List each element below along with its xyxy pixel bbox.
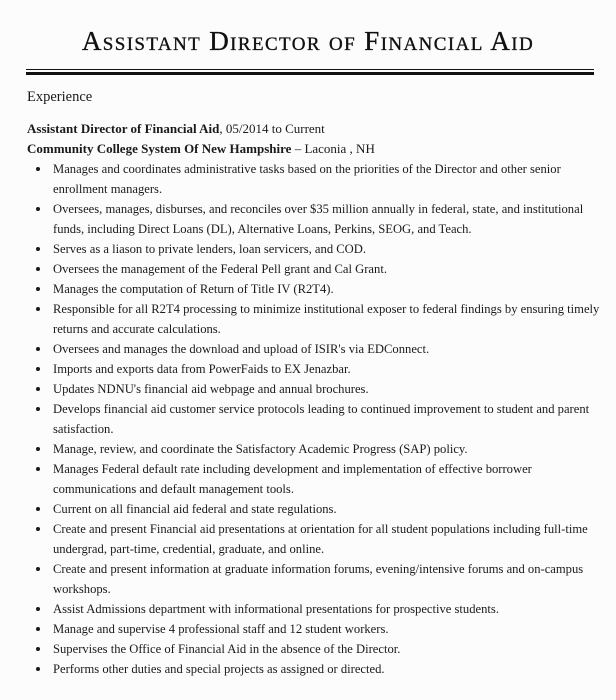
bullet-icon <box>36 167 40 171</box>
bullet-icon <box>36 387 40 391</box>
list-item <box>36 439 608 459</box>
document-title: Assistant Director of Financial Aid <box>81 26 535 56</box>
list-item-text: Oversees, manages, disburses, and reconciles over $35 million annually in federal, state, and institutional funds, including Direct Loans (DL), Alternative Loans, Perkins, SEOG, and Teach. <box>53 202 584 236</box>
list-item <box>36 399 608 439</box>
bullet-icon <box>36 647 40 651</box>
list-item <box>36 259 608 279</box>
company-line <box>27 140 375 157</box>
list-item-text: Manages Federal default rate including development and implementation of effective borrower communications and default management tools. <box>53 462 532 496</box>
title-divider-thin <box>26 69 594 70</box>
bullet-icon <box>36 527 40 531</box>
list-item <box>36 499 608 519</box>
bullet-icon <box>36 607 40 611</box>
company-name: Community College System Of New Hampshire <box>27 141 292 156</box>
list-item-text: Imports and exports data from PowerFaids to EX Jenazbar. <box>53 362 351 376</box>
list-item-text: Current on all financial aid federal and state regulations. <box>53 502 337 516</box>
list-item-text: Manages and coordinates administrative tasks based on the priorities of the Director and other senior enrollment managers. <box>53 162 561 196</box>
list-item-text: Responsible for all R2T4 processing to minimize institutional exposer to federal findings by ensuring timely returns and accurate calculations. <box>53 302 600 336</box>
list-item-text: Manage and supervise 4 professional staff and 12 student workers. <box>53 622 389 636</box>
bullet-icon <box>36 667 40 671</box>
list-item <box>36 359 608 379</box>
title-divider-thick <box>26 72 594 75</box>
list-item <box>36 339 608 359</box>
bullet-icon <box>36 367 40 371</box>
list-item <box>36 459 608 499</box>
list-item-text: Serves as a liason to private lenders, loan servicers, and COD. <box>53 242 367 256</box>
bullet-icon <box>36 507 40 511</box>
list-item <box>36 599 608 619</box>
list-item <box>36 559 608 599</box>
bullet-icon <box>36 267 40 271</box>
bullet-icon <box>36 407 40 411</box>
list-item-text: Develops financial aid customer service protocols leading to continued improvement to student and parent satisfaction. <box>53 402 590 436</box>
company-location: – Laconia , NH <box>291 141 375 156</box>
list-item-text: Performs other duties and special projects as assigned or directed. <box>53 662 385 676</box>
list-item-text: Manage, review, and coordinate the Satisfactory Academic Progress (SAP) policy. <box>53 442 468 456</box>
job-position: Assistant Director of Financial Aid <box>27 121 220 136</box>
list-item-text: Create and present Financial aid presentations at orientation for all student populations including full-time undergrad, part-time, credential, graduate, and online. <box>53 522 588 556</box>
list-item <box>36 199 608 239</box>
bullet-icon <box>36 247 40 251</box>
list-item-text: Oversees the management of the Federal Pell grant and Cal Grant. <box>53 262 387 276</box>
job-title-line <box>27 120 325 137</box>
list-item-text: Assist Admissions department with informational presentations for prospective students. <box>53 602 499 616</box>
list-item-text: Manages the computation of Return of Title IV (R2T4). <box>53 282 334 296</box>
list-item <box>36 159 608 199</box>
list-item <box>36 659 608 679</box>
list-item <box>36 299 608 339</box>
bullet-icon <box>36 207 40 211</box>
bullet-icon <box>36 627 40 631</box>
list-item <box>36 379 608 399</box>
list-item-text: Create and present information at graduate information forums, evening/intensive forums and on-campus workshops. <box>53 562 584 596</box>
list-item <box>36 279 608 299</box>
section-heading-experience: Experience <box>27 89 93 105</box>
list-item-text: Oversees and manages the download and upload of ISIR's via EDConnect. <box>53 342 430 356</box>
bullet-icon <box>36 307 40 311</box>
list-item <box>36 619 608 639</box>
bullet-icon <box>36 567 40 571</box>
bullet-icon <box>36 467 40 471</box>
list-item-text: Supervises the Office of Financial Aid in the absence of the Director. <box>53 642 401 656</box>
list-item <box>36 519 608 559</box>
responsibilities-list <box>36 159 608 679</box>
job-dates: , 05/2014 to Current <box>219 121 325 136</box>
bullet-icon <box>36 447 40 451</box>
bullet-icon <box>36 347 40 351</box>
bullet-icon <box>36 287 40 291</box>
list-item <box>36 639 608 659</box>
list-item-text: Updates NDNU's financial aid webpage and annual brochures. <box>53 382 369 396</box>
list-item <box>36 239 608 259</box>
